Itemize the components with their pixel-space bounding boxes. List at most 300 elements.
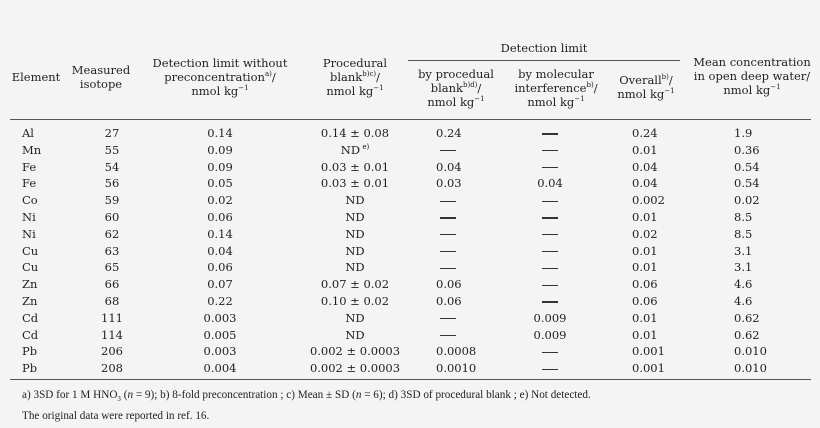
header-pb-line3 bbox=[310, 84, 400, 98]
cell-mean-concentration bbox=[734, 160, 784, 174]
cell-procedural-blank bbox=[300, 176, 410, 190]
cell-dl-by-interference bbox=[520, 277, 580, 291]
cell-value: 0.01 bbox=[632, 310, 658, 325]
cell-value: 0.54 bbox=[734, 176, 760, 191]
cell-dl-by-blank bbox=[426, 143, 490, 157]
cell-value: 0.24 bbox=[436, 126, 462, 140]
cell-value: 0.002 bbox=[632, 193, 665, 208]
footnote-ref: b) bbox=[586, 81, 594, 89]
cell-value: 0.09 bbox=[207, 159, 233, 174]
cell-mean-concentration bbox=[734, 361, 784, 375]
dash-not-applicable bbox=[440, 217, 456, 218]
cell-value: 208 bbox=[101, 361, 123, 376]
cell-mean-concentration bbox=[734, 294, 784, 308]
cell-value: 55 bbox=[104, 142, 120, 157]
dash-not-applicable bbox=[542, 234, 558, 235]
footnote-line-2: The original data were reported in ref. 16. bbox=[22, 410, 210, 423]
cell-value: 4.6 bbox=[734, 277, 753, 292]
header-dl-wo-text: preconcentration bbox=[164, 70, 265, 84]
cell-value: ND bbox=[345, 193, 365, 208]
cell-value: Fe bbox=[22, 159, 37, 174]
slash: / bbox=[271, 70, 276, 84]
cell-value: 0.62 bbox=[734, 310, 760, 325]
header-rule bbox=[10, 119, 811, 120]
header-overall bbox=[608, 73, 684, 101]
cell-dl-overall bbox=[632, 244, 682, 258]
cell-element bbox=[22, 227, 36, 241]
cell-isotope bbox=[92, 126, 132, 140]
cell-dl-by-interference bbox=[520, 193, 580, 207]
cell-value: 3.1 bbox=[734, 260, 753, 275]
cell-isotope bbox=[92, 227, 132, 241]
header-isotope-line2: isotope bbox=[79, 77, 123, 91]
cell-value: 0.06 bbox=[436, 294, 462, 308]
cell-value: 0.003 bbox=[203, 344, 237, 359]
footnote-ref: e) bbox=[360, 142, 370, 151]
header-ov-text: Overall bbox=[619, 73, 662, 87]
cell-dl-by-interference bbox=[520, 143, 580, 157]
footnote-line-1 bbox=[22, 387, 591, 408]
cell-dl-without-preconc bbox=[190, 160, 250, 174]
cell-value: 0.0010 bbox=[436, 361, 477, 376]
cell-value: Pb bbox=[22, 344, 38, 359]
cell-value: 56 bbox=[104, 176, 120, 191]
cell-dl-by-blank bbox=[426, 328, 490, 342]
italic-n: n bbox=[127, 389, 134, 401]
header-procedural-blank bbox=[310, 56, 400, 98]
cell-isotope bbox=[92, 176, 132, 190]
footnote-ref: a) bbox=[264, 70, 272, 78]
cell-dl-overall bbox=[632, 160, 682, 174]
cell-element bbox=[22, 176, 36, 190]
cell-dl-by-interference bbox=[520, 210, 580, 224]
cell-value: 0.001 bbox=[632, 344, 665, 359]
cell-value: 8.5 bbox=[734, 226, 753, 241]
cell-value: 0.02 bbox=[734, 193, 760, 208]
cell-element bbox=[22, 344, 37, 358]
cell-value: Co bbox=[22, 193, 38, 208]
cell-dl-without-preconc bbox=[190, 328, 250, 342]
cell-dl-by-interference bbox=[520, 227, 580, 241]
cell-value: 0.06 bbox=[632, 277, 658, 292]
cell-isotope bbox=[92, 160, 132, 174]
cell-dl-overall bbox=[632, 328, 682, 342]
cell-value: 0.02 bbox=[207, 193, 233, 208]
cell-isotope bbox=[92, 244, 132, 258]
cell-mean-concentration bbox=[734, 277, 784, 291]
cell-procedural-blank bbox=[300, 227, 410, 241]
header-bym-line1: by molecular bbox=[518, 67, 594, 81]
cell-value: 0.009 bbox=[533, 327, 567, 342]
header-by-procedual-blank bbox=[408, 67, 504, 109]
cell-value: Cu bbox=[22, 243, 39, 258]
cell-procedural-blank bbox=[300, 294, 410, 308]
cell-value: 0.02 bbox=[632, 226, 658, 241]
slash: / bbox=[593, 81, 598, 95]
cell-value: 0.05 bbox=[207, 176, 233, 191]
unit-exponent: −1 bbox=[238, 84, 249, 92]
cell-dl-by-blank bbox=[426, 227, 490, 241]
header-isotope bbox=[68, 63, 134, 91]
unit-text: nmol kg bbox=[723, 83, 771, 97]
cell-element bbox=[22, 143, 41, 157]
cell-value: 0.01 bbox=[632, 260, 658, 275]
cell-element bbox=[22, 361, 37, 375]
cell-value: 0.06 bbox=[207, 210, 233, 224]
cell-isotope bbox=[92, 344, 132, 358]
cell-value: 206 bbox=[101, 344, 123, 359]
header-bym-line3 bbox=[506, 95, 606, 109]
cell-value: 3.1 bbox=[734, 243, 753, 258]
cell-mean-concentration bbox=[734, 126, 784, 140]
header-dl-wo-line3 bbox=[140, 84, 300, 98]
dash-not-applicable bbox=[542, 301, 558, 302]
unit-text: nmol kg bbox=[527, 95, 575, 109]
cell-value: 0.06 bbox=[632, 294, 658, 308]
cell-value: 111 bbox=[101, 310, 123, 325]
cell-isotope bbox=[92, 210, 132, 224]
cell-value: 0.01 bbox=[632, 142, 658, 157]
cell-mean-concentration bbox=[734, 311, 784, 325]
cell-value: 27 bbox=[104, 126, 120, 140]
cell-element bbox=[22, 244, 38, 258]
cell-dl-by-blank bbox=[426, 260, 490, 274]
cell-procedural-blank bbox=[300, 361, 410, 375]
dash-not-applicable bbox=[542, 369, 558, 370]
cell-procedural-blank bbox=[300, 210, 410, 224]
dash-not-applicable bbox=[440, 268, 456, 269]
cell-value: Ni bbox=[22, 226, 36, 241]
cell-isotope bbox=[92, 193, 132, 207]
cell-element bbox=[22, 260, 38, 274]
unit-exponent: −1 bbox=[474, 95, 485, 103]
cell-dl-without-preconc bbox=[190, 260, 250, 274]
unit-exponent: −1 bbox=[574, 95, 585, 103]
cell-value: ND bbox=[345, 260, 365, 275]
cell-dl-without-preconc bbox=[190, 294, 250, 308]
cell-value: 0.03 ± 0.01 bbox=[320, 176, 390, 191]
header-mc-line1: Mean concentration bbox=[693, 55, 811, 69]
header-mc-line2: in open deep water/ bbox=[693, 69, 811, 83]
unit-exponent: −1 bbox=[373, 84, 384, 92]
cell-mean-concentration bbox=[734, 344, 784, 358]
header-element-label: Element bbox=[11, 70, 61, 84]
cell-dl-overall bbox=[632, 294, 682, 308]
header-element bbox=[10, 70, 62, 84]
cell-value: 0.24 bbox=[632, 126, 658, 140]
cell-value: 0.04 bbox=[537, 176, 563, 191]
cell-value: 0.54 bbox=[734, 159, 760, 174]
cell-isotope bbox=[92, 277, 132, 291]
cell-dl-overall bbox=[632, 361, 682, 375]
cell-dl-overall bbox=[632, 227, 682, 241]
footnote-text: a) 3SD for 1 M HNO bbox=[22, 389, 118, 401]
cell-value: 0.10 ± 0.02 bbox=[320, 294, 390, 308]
cell-value: ND bbox=[345, 310, 365, 325]
header-byb-line1: by procedual bbox=[418, 67, 494, 81]
header-by-molecular-interference bbox=[506, 67, 606, 109]
cell-dl-by-interference bbox=[520, 160, 580, 174]
cell-value: 0.003 bbox=[203, 310, 237, 325]
cell-isotope bbox=[92, 260, 132, 274]
cell-dl-by-interference bbox=[520, 176, 580, 190]
cell-procedural-blank bbox=[300, 277, 410, 291]
cell-value: Cd bbox=[22, 310, 39, 325]
header-pb-line1: Procedural bbox=[322, 56, 388, 70]
unit-exponent: −1 bbox=[770, 83, 781, 91]
cell-element bbox=[22, 277, 37, 291]
cell-dl-by-interference bbox=[520, 328, 580, 342]
cell-value: 59 bbox=[104, 193, 120, 208]
cell-value: 114 bbox=[101, 327, 123, 342]
cell-element bbox=[22, 126, 34, 140]
cell-dl-by-blank bbox=[426, 244, 490, 258]
cell-value: Pb bbox=[22, 361, 38, 376]
cell-dl-by-interference bbox=[520, 344, 580, 358]
cell-value: Zn bbox=[22, 294, 38, 308]
cell-value: 54 bbox=[104, 159, 120, 174]
dash-not-applicable bbox=[440, 335, 456, 336]
cell-value: 0.009 bbox=[533, 310, 567, 325]
cell-value: 66 bbox=[104, 277, 120, 292]
cell-dl-by-interference bbox=[520, 361, 580, 375]
cell-value: Al bbox=[22, 126, 34, 140]
cell-isotope bbox=[92, 311, 132, 325]
cell-dl-overall bbox=[632, 176, 682, 190]
cell-mean-concentration bbox=[734, 260, 784, 274]
cell-value: Fe bbox=[22, 176, 37, 191]
cell-procedural-blank bbox=[300, 160, 410, 174]
cell-value: 62 bbox=[104, 226, 120, 241]
cell-dl-without-preconc bbox=[190, 176, 250, 190]
cell-dl-by-blank bbox=[426, 126, 486, 140]
footnote-ref: b)d) bbox=[462, 81, 478, 89]
header-bym-line2 bbox=[506, 81, 606, 95]
dash-not-applicable bbox=[542, 167, 558, 168]
cell-value: 0.09 bbox=[207, 142, 233, 157]
cell-isotope bbox=[92, 294, 132, 308]
footnote-text: = 6); d) 3SD of procedural blank ; e) Not detected. bbox=[361, 389, 591, 401]
cell-dl-without-preconc bbox=[190, 244, 250, 258]
cell-value: 8.5 bbox=[734, 210, 753, 224]
dash-not-applicable bbox=[440, 318, 456, 319]
cell-dl-by-interference bbox=[520, 126, 580, 140]
footnotes bbox=[22, 387, 591, 425]
cell-dl-by-blank bbox=[426, 160, 486, 174]
footnote-text: = 9); b) 8-fold preconcentration ; c) Mean ± SD ( bbox=[133, 389, 356, 401]
cell-value: 0.03 ± 0.01 bbox=[320, 159, 390, 174]
cell-dl-without-preconc bbox=[190, 311, 250, 325]
italic-n: n bbox=[355, 389, 362, 401]
cell-mean-concentration bbox=[734, 227, 784, 241]
cell-value: Zn bbox=[22, 277, 38, 292]
cell-value: 0.04 bbox=[632, 176, 658, 191]
cell-dl-without-preconc bbox=[190, 126, 250, 140]
bottom-rule bbox=[10, 379, 811, 380]
cell-element bbox=[22, 160, 36, 174]
cell-value: Mn bbox=[22, 142, 42, 157]
cell-mean-concentration bbox=[734, 193, 784, 207]
cell-procedural-blank bbox=[300, 328, 410, 342]
cell-value: 0.01 bbox=[632, 327, 658, 342]
slash: / bbox=[376, 70, 381, 84]
cell-mean-concentration bbox=[734, 143, 784, 157]
cell-value: 0.004 bbox=[203, 361, 237, 376]
cell-mean-concentration bbox=[734, 210, 784, 224]
cell-value: 4.6 bbox=[734, 294, 753, 308]
cell-value: ND bbox=[345, 210, 365, 224]
cell-value: 0.36 bbox=[734, 142, 760, 157]
header-group-detection-limit bbox=[408, 41, 680, 55]
cell-procedural-blank bbox=[300, 244, 410, 258]
cell-value: 63 bbox=[104, 243, 120, 258]
dash-not-applicable bbox=[542, 352, 558, 353]
cell-dl-without-preconc bbox=[190, 344, 250, 358]
cell-procedural-blank bbox=[300, 126, 410, 140]
cell-element bbox=[22, 294, 37, 308]
cell-procedural-blank bbox=[300, 260, 410, 274]
cell-value: 0.62 bbox=[734, 327, 760, 342]
cell-isotope bbox=[92, 361, 132, 375]
cell-dl-without-preconc bbox=[190, 210, 250, 224]
cell-dl-by-interference bbox=[520, 244, 580, 258]
cell-mean-concentration bbox=[734, 244, 784, 258]
dash-not-applicable bbox=[440, 150, 456, 151]
header-byb-text: blank bbox=[430, 81, 463, 95]
cell-value: 0.04 bbox=[436, 159, 462, 174]
header-ov-line2 bbox=[608, 87, 684, 101]
header-pb-text: blank bbox=[329, 70, 363, 84]
footnote-ref: b)c) bbox=[362, 70, 377, 78]
cell-value: 0.04 bbox=[632, 159, 658, 174]
cell-value: 0.04 bbox=[207, 243, 233, 258]
cell-dl-without-preconc bbox=[190, 193, 250, 207]
header-group-label: Detection limit bbox=[500, 41, 588, 55]
header-ov-line1 bbox=[608, 73, 684, 87]
header-byb-line2 bbox=[408, 81, 504, 95]
cell-dl-by-blank bbox=[426, 210, 490, 224]
cell-value: 0.002 ± 0.0003 bbox=[309, 344, 401, 359]
cell-mean-concentration bbox=[734, 328, 784, 342]
cell-dl-without-preconc bbox=[190, 361, 250, 375]
unit-text: nmol kg bbox=[617, 87, 665, 101]
header-bym-text: interference bbox=[514, 81, 587, 95]
cell-dl-without-preconc bbox=[190, 277, 250, 291]
cell-value: 0.07 ± 0.02 bbox=[320, 277, 390, 292]
cell-value: ND bbox=[345, 243, 365, 258]
cell-dl-without-preconc bbox=[190, 143, 250, 157]
header-byb-line3 bbox=[408, 95, 504, 109]
cell-dl-without-preconc bbox=[190, 227, 250, 241]
cell-value: 0.14 bbox=[207, 226, 233, 241]
cell-element bbox=[22, 328, 38, 342]
dash-not-applicable bbox=[440, 201, 456, 202]
cell-value: 0.002 ± 0.0003 bbox=[309, 361, 401, 376]
cell-dl-by-blank bbox=[426, 344, 486, 358]
cell-value: 68 bbox=[104, 294, 120, 308]
cell-value: 60 bbox=[104, 210, 120, 224]
cell-value: 65 bbox=[104, 260, 120, 275]
cell-dl-by-interference bbox=[520, 260, 580, 274]
dash-not-applicable bbox=[542, 251, 558, 252]
cell-value: 0.06 bbox=[436, 277, 462, 292]
cell-value: 0.07 bbox=[207, 277, 233, 292]
cell-dl-overall bbox=[632, 260, 682, 274]
cell-value: 0.010 bbox=[734, 361, 767, 376]
cell-dl-by-blank bbox=[426, 193, 490, 207]
cell-dl-by-interference bbox=[520, 311, 580, 325]
cell-value: 0.14 ± 0.08 bbox=[320, 126, 390, 140]
cell-value: Cu bbox=[22, 260, 39, 275]
header-mc-line3 bbox=[684, 83, 820, 97]
cell-value: 0.01 bbox=[632, 210, 658, 224]
cell-dl-overall bbox=[632, 311, 682, 325]
footnote-ref: b) bbox=[661, 73, 669, 81]
cell-value: 0.0008 bbox=[436, 344, 477, 359]
dash-not-applicable bbox=[542, 285, 558, 286]
cell-dl-overall bbox=[632, 126, 682, 140]
cell-value: 0.01 bbox=[632, 243, 658, 258]
dash-not-applicable bbox=[440, 234, 456, 235]
cell-value: 0.14 bbox=[207, 126, 233, 140]
dash-not-applicable bbox=[542, 268, 558, 269]
dash-not-applicable bbox=[542, 217, 558, 218]
cell-procedural-blank bbox=[300, 311, 410, 325]
header-pb-line2 bbox=[310, 70, 400, 84]
unit-text: nmol kg bbox=[191, 84, 239, 98]
group-rule bbox=[408, 60, 680, 61]
cell-dl-overall bbox=[632, 344, 682, 358]
cell-value: 0.010 bbox=[734, 344, 767, 359]
cell-dl-by-blank bbox=[426, 176, 486, 190]
header-mean-concentration bbox=[684, 55, 820, 97]
cell-value: 0.22 bbox=[207, 294, 233, 308]
cell-dl-by-blank bbox=[426, 311, 490, 325]
cell-value: 0.005 bbox=[203, 327, 237, 342]
slash: / bbox=[668, 73, 673, 87]
dash-not-applicable bbox=[440, 251, 456, 252]
cell-dl-overall bbox=[632, 143, 682, 157]
cell-value: ND bbox=[340, 142, 361, 157]
cell-value: ND bbox=[345, 327, 365, 342]
cell-procedural-blank bbox=[300, 143, 410, 157]
unit-text: nmol kg bbox=[326, 84, 374, 98]
cell-value: 0.03 bbox=[436, 176, 462, 191]
cell-value: 0.06 bbox=[207, 260, 233, 275]
cell-mean-concentration bbox=[734, 176, 784, 190]
cell-element bbox=[22, 193, 38, 207]
header-dl-wo-line1: Detection limit without bbox=[152, 56, 288, 70]
cell-element bbox=[22, 311, 38, 325]
unit-text: nmol kg bbox=[427, 95, 475, 109]
slash: / bbox=[477, 81, 482, 95]
header-isotope-line1: Measured bbox=[71, 63, 131, 77]
cell-isotope bbox=[92, 328, 132, 342]
cell-value: 0.001 bbox=[632, 361, 665, 376]
cell-value: Ni bbox=[22, 210, 36, 224]
cell-procedural-blank bbox=[300, 344, 410, 358]
subscript: 3 bbox=[117, 395, 121, 404]
cell-value: 1.9 bbox=[734, 126, 753, 140]
cell-dl-by-blank bbox=[426, 361, 486, 375]
cell-isotope bbox=[92, 143, 132, 157]
cell-value: Cd bbox=[22, 327, 39, 342]
cell-dl-by-interference bbox=[520, 294, 580, 308]
cell-dl-overall bbox=[632, 210, 682, 224]
dash-not-applicable bbox=[542, 201, 558, 202]
dash-not-applicable bbox=[542, 133, 558, 134]
cell-dl-by-blank bbox=[426, 277, 486, 291]
